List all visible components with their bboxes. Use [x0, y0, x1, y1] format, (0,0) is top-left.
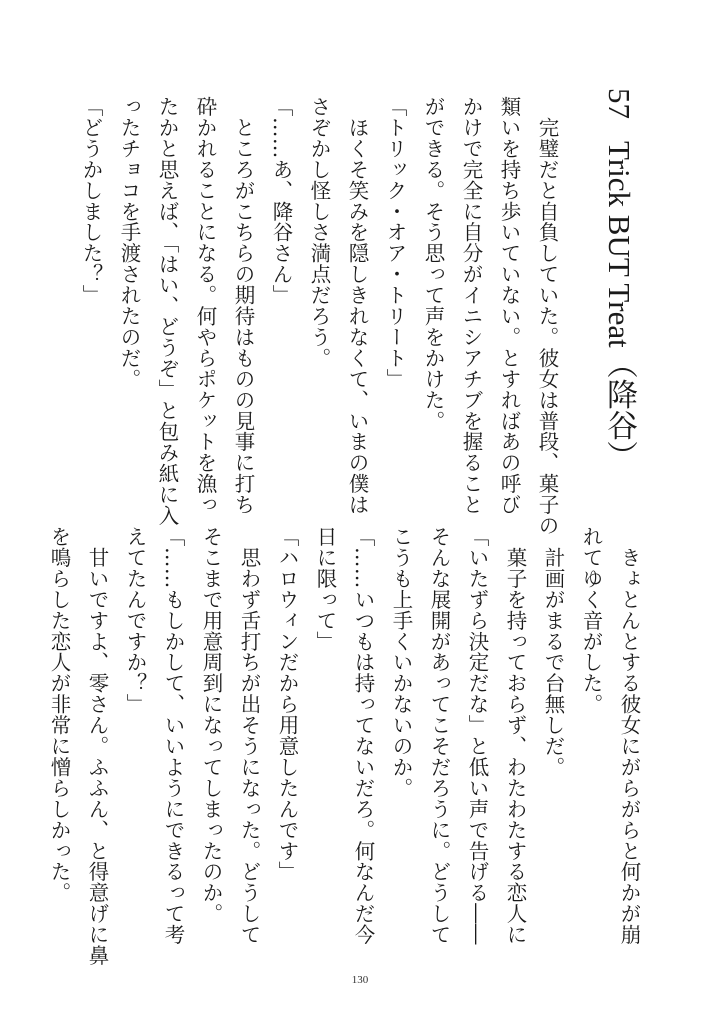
text-line: れてゆく音がした。	[579, 526, 603, 715]
text-line: 「……もしかして、いいようにできるって考	[161, 526, 185, 945]
page-number: 130	[351, 974, 369, 986]
text-line: ところがこちらの期待はものの見事に打ち	[231, 96, 255, 515]
text-line: を鳴らした恋人が非常に憎らしかった。	[47, 526, 71, 904]
text-line: かけで完全に自分がイニシアチブを握ること	[459, 96, 483, 515]
text-line: たかと思えば、「はい、どうぞ」と包み紙に入	[155, 96, 179, 526]
text-line: 「いたずら決定だな」と低い声で告げる――	[465, 526, 489, 945]
text-line: 「どうかしました？」	[79, 96, 103, 306]
text-line: 思わず舌打ちが出そうになった。どうして	[237, 526, 261, 945]
text-line: 菓子を持っておらず、わたわたする恋人に	[503, 526, 527, 945]
text-line: 類いを持ち歩いていない。とすればあの呼び	[497, 96, 521, 515]
text-line: そんな展開があってこそだろうに。どうして	[427, 526, 451, 945]
text-line: ほくそ笑みを隠しきれなくて、いまの僕は	[345, 96, 369, 515]
text-line: きょとんとする彼女にがらがらと何かが崩	[617, 526, 641, 945]
chapter-number: 57	[602, 88, 637, 119]
text-line: 甘いですよ、零さん。ふふん、と得意げに鼻	[85, 526, 109, 966]
text-line: 計画がまるで台無しだ。	[541, 526, 565, 778]
text-line: えてたんですか？」	[123, 526, 147, 715]
text-line: さぞかし怪しさ満点だろう。	[307, 96, 331, 369]
text-line: こうも上手くいかないのか。	[389, 526, 413, 799]
text-line: 完璧だと自負していた。彼女は普段、菓子の	[535, 96, 559, 536]
text-line: ったチョコを手渡されたのだ。	[117, 96, 141, 390]
text-line: 日に限って」	[313, 526, 337, 652]
text-line: 「……あ、降谷さん」	[269, 96, 293, 306]
text-line: そこまで用意周到になってしまったのか。	[199, 526, 223, 925]
text-line: ができる。そう思って声をかけた。	[421, 96, 445, 432]
text-line: 「……いつもは持ってないだろ。何なんだ今	[351, 526, 375, 945]
text-line: 「トリック・オア・トリート」	[383, 96, 407, 390]
text-line: 砕かれることになる。何やらポケットを漁っ	[193, 96, 217, 515]
text-line: 「ハロウィンだから用意したんです」	[275, 526, 299, 883]
chapter-title: Trick BUT Treat（降谷）	[602, 141, 637, 472]
chapter-heading	[596, 88, 642, 472]
